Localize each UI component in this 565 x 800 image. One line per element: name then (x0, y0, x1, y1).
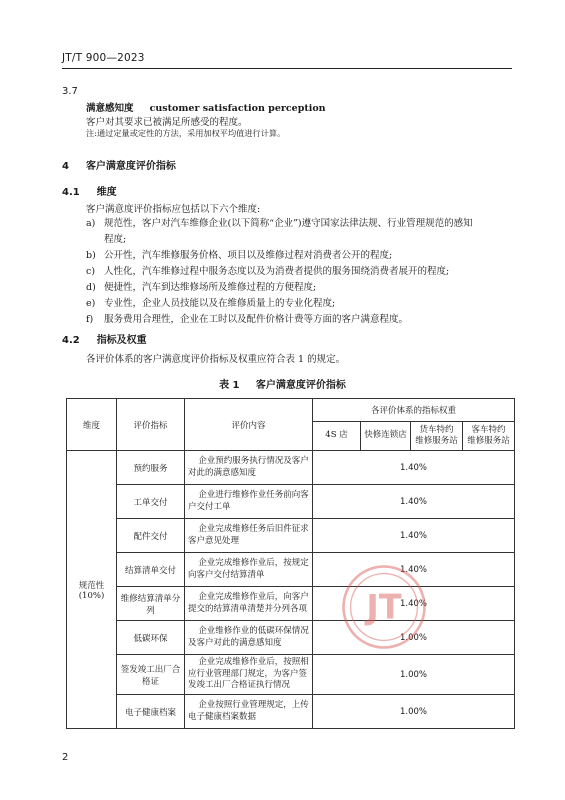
content-cell: 企业完成维修任务后旧件征求客户意见处理 (185, 519, 313, 553)
section-4-heading (62, 157, 176, 172)
list-item-a-cont: 程度; (104, 234, 127, 245)
table-caption-label: 表 1 (219, 380, 240, 391)
indicator-cell: 电子健康档案 (117, 695, 185, 729)
term-en: customer satisfaction perception (149, 103, 326, 114)
section-4-2-number: 4.2 (62, 335, 80, 346)
content-cell: 企业进行维修作业任务前向客户交付工单 (185, 485, 313, 519)
indicator-cell: 低碳环保 (117, 621, 185, 655)
list-item-d: d) 便捷性，汽车到达维修场所及维修过程的方便程度; (86, 282, 317, 293)
section-4-2-intro: 各评价体系的客户满意度评价指标及权重应符合表 1 的规定。 (86, 354, 346, 365)
dimension-cell: 规范性 (10%) (67, 451, 117, 729)
term-line (86, 100, 326, 114)
standard-code: JT/T 900—2023 (62, 52, 145, 64)
content-cell: 企业完成维修作业后，向客户提交的结算清单清楚并分列各项 (185, 587, 313, 621)
content-cell: 企业预约服务执行情况及客户对此的满意感知度 (185, 451, 313, 485)
section-4-1-number: 4.1 (62, 187, 80, 198)
table-row (67, 621, 515, 655)
term-definition: 客户对其要求已被满足所感受的程度。 (86, 117, 248, 128)
weight-cell: 1.00% (313, 655, 515, 695)
header-bus-station: 客车特约 维修服务站 (463, 422, 515, 451)
list-item-c: c) 人性化，汽车维修过程中服务态度以及为消费者提供的服务围绕消费者展开的程度; (86, 266, 450, 277)
list-item-a: a) 规范性，客户对汽车维修企业(以下简称“企业”)遵守国家法律法规、行业管理规范的感知 (86, 218, 473, 229)
table-row (67, 587, 515, 621)
header-content: 评价内容 (185, 399, 313, 451)
content-cell: 企业按照行业管理规定，上传电子健康档案数据 (185, 695, 313, 729)
header-weight-group: 各评价体系的指标权重 (313, 399, 515, 422)
weight-cell: 1.40% (313, 587, 515, 621)
section-4-2-title: 指标及权重 (96, 335, 147, 346)
indicator-cell: 签发竣工出厂合格证 (117, 655, 185, 695)
evaluation-table (66, 398, 515, 729)
indicator-cell: 维修结算清单分列 (117, 587, 185, 621)
header-truck-station: 货车特约 维修服务站 (411, 422, 463, 451)
content-cell: 企业完成维修作业后，按规定向客户交付结算清单 (185, 553, 313, 587)
table-row (67, 695, 515, 729)
header-rule (62, 68, 512, 69)
page-number: 2 (62, 752, 69, 763)
table-caption (0, 376, 565, 391)
table-caption-title: 客户满意度评价指标 (255, 380, 346, 391)
list-item-e: e) 专业性，企业人员技能以及在维修质量上的专业化程度; (86, 298, 336, 309)
indicator-cell: 配件交付 (117, 519, 185, 553)
weight-cell: 1.40% (313, 451, 515, 485)
section-4-2-heading (62, 331, 147, 346)
section-4-1-intro: 客户满意度评价指标应包括以下六个维度: (86, 204, 261, 215)
table-row (67, 655, 515, 695)
weight-cell: 1.40% (313, 553, 515, 587)
section-4-number: 4 (62, 161, 69, 172)
section-4-title: 客户满意度评价指标 (85, 161, 176, 172)
table-row (67, 451, 515, 485)
table-header-row-1 (67, 399, 515, 422)
weight-cell: 1.40% (313, 519, 515, 553)
header-dimension: 维度 (67, 399, 117, 451)
list-item-b: b) 公开性，汽车维修服务价格、项目以及维修过程对消费者公开的程度; (86, 250, 393, 261)
table-row (67, 553, 515, 587)
table-row (67, 519, 515, 553)
content-cell: 企业完成维修作业后，按照相应行业管理部门规定，为客户签发竣工出厂合格证执行情况 (185, 655, 313, 695)
stamp-text: JT (366, 587, 402, 627)
indicator-cell: 预约服务 (117, 451, 185, 485)
indicator-cell: 工单交付 (117, 485, 185, 519)
section-4-1-title: 维度 (96, 187, 117, 198)
indicator-cell: 结算清单交付 (117, 553, 185, 587)
header-indicator: 评价指标 (117, 399, 185, 451)
section-4-1-heading (62, 183, 117, 198)
weight-cell: 1.00% (313, 621, 515, 655)
table-row (67, 485, 515, 519)
clause-number-3-7: 3.7 (62, 86, 78, 97)
term-cn: 满意感知度 (86, 103, 134, 114)
header-chain-store: 快修连锁店 (361, 422, 411, 451)
weight-cell: 1.40% (313, 485, 515, 519)
weight-cell: 1.00% (313, 695, 515, 729)
content-cell: 企业维修作业的低碳环保情况及客户对此的满意感知度 (185, 621, 313, 655)
term-note: 注:通过定量或定性的方法，采用加权平均值进行计算。 (86, 128, 286, 138)
header-4s-store: 4S 店 (313, 422, 361, 451)
list-item-f: f) 服务费用合理性，企业在工时以及配件价格计费等方面的客户满意程度。 (86, 314, 409, 325)
